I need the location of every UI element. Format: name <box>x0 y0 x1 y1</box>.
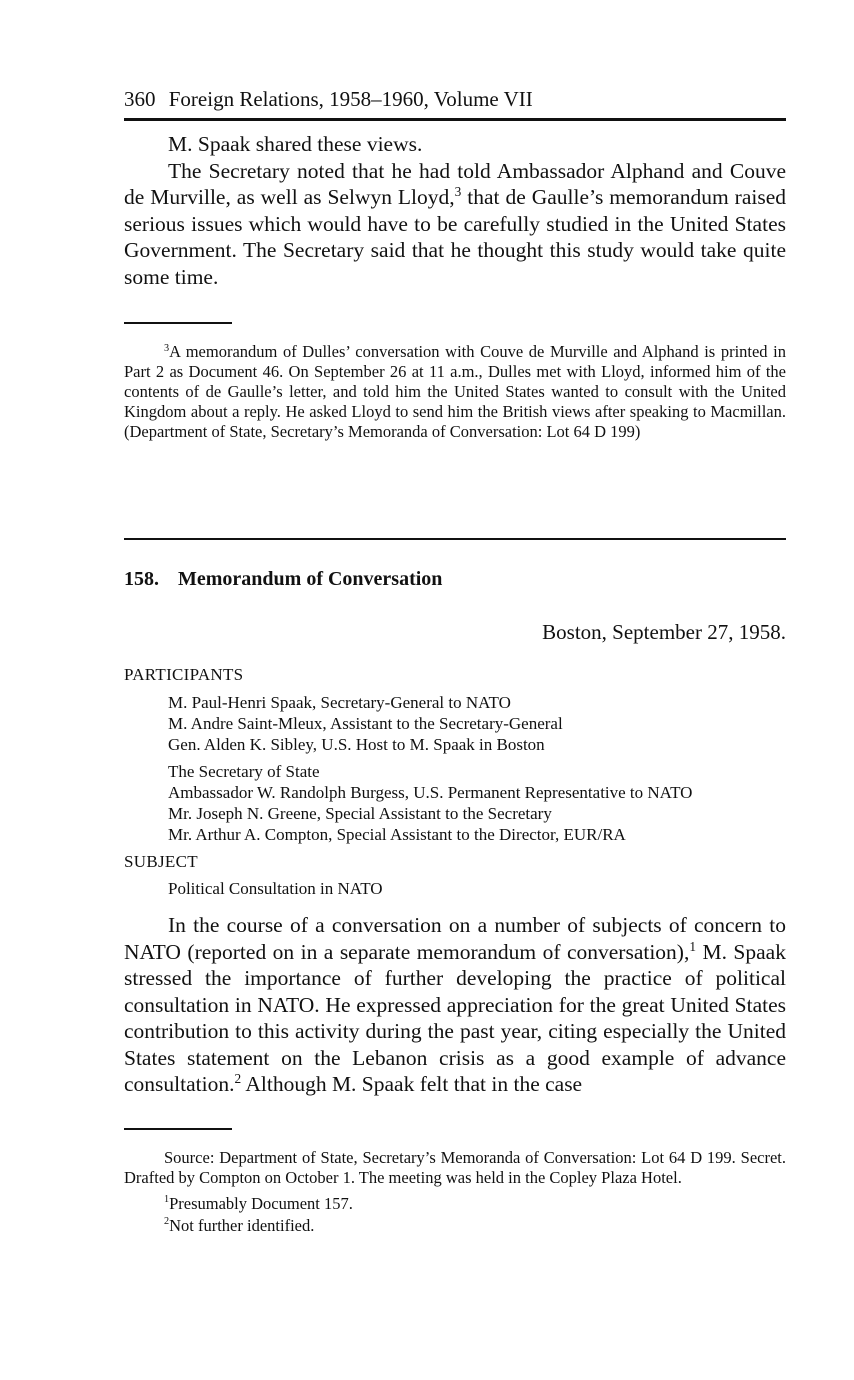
paragraph-text: that de Gaulle’s memorandum raised serious issues which would have to be carefully studied in the United States Government. The Secretary said that he thought this study would take quite some time. <box>124 185 786 289</box>
participant: Mr. Joseph N. Greene, Special Assistant to the Secretary <box>168 804 552 823</box>
footnote-separator <box>124 322 232 324</box>
continuation-paragraph-1: M. Spaak shared these views. <box>168 132 423 156</box>
participant: The Secretary of State <box>168 762 320 781</box>
footnote-3 <box>124 342 786 442</box>
participants-list-us <box>168 761 786 845</box>
memorandum-body-paragraph <box>124 912 786 1098</box>
footnote-separator <box>124 1128 232 1130</box>
participant: Mr. Arthur A. Compton, Special Assistant to the Director, EUR/RA <box>168 825 626 844</box>
participants-list-nato <box>168 692 786 755</box>
subject-text: Political Consultation in NATO <box>168 879 383 898</box>
participant: M. Andre Saint-Mleux, Assistant to the Secretary-General <box>168 714 563 733</box>
footnote-marker: 1 <box>164 1194 170 1206</box>
footnote-reference[interactable]: 1 <box>689 938 697 954</box>
paragraph-text: In the course of a conversation on a number of subjects of concern to NATO (reported on in a separate memorandum of conversation), <box>124 913 786 964</box>
participant: M. Paul-Henri Spaak, Secretary-General to NATO <box>168 693 511 712</box>
footnote-1 <box>124 1194 786 1214</box>
running-title: Foreign Relations, 1958–1960, Volume VII <box>168 87 533 111</box>
footnote-marker: 2 <box>164 1216 170 1228</box>
document-page <box>124 84 786 1236</box>
footnote-marker: 3 <box>164 342 170 354</box>
document-heading <box>124 566 786 592</box>
participant: Gen. Alden K. Sibley, U.S. Host to M. Spaak in Boston <box>168 735 545 754</box>
section-divider <box>124 538 786 540</box>
participant: Ambassador W. Randolph Burgess, U.S. Permanent Representative to NATO <box>168 783 693 802</box>
paragraph-text: Although M. Spaak felt that in the case <box>241 1072 583 1096</box>
document-number: 158. <box>124 568 159 590</box>
source-note: Source: Department of State, Secretary’s Memoranda of Conversation: Lot 64 D 199. Secret. Drafted by Compton on October 1. The meeting was held in the Copley Plaza Hotel. <box>124 1147 786 1187</box>
running-head <box>124 84 786 121</box>
footnote-2 <box>124 1216 786 1236</box>
paragraph-text: M. Spaak stressed the importance of further developing the practice of political consultation in NATO. He expressed appreciation for the great United States contribution to this activity during the past year, citing especially the United States statement on the Lebanon crisis as a good example of advance consultation. <box>124 939 786 1096</box>
footnote-text: Not further identified. <box>169 1215 315 1235</box>
footnote-text: A memorandum of Dulles’ conversation with Couve de Murville and Alphand is printed in Part 2 as Document 46. On September 26 at 11 a.m., Dulles met with Lloyd, informed him of the contents of de Gaulle’s letter, and told him the United States wanted to consult with the United Kingdom about a reply. He asked Lloyd to send him the British views after speaking to Macmillan. (Department of State, Secretary’s Memoranda of Conversation: Lot 64 D 199) <box>124 342 786 441</box>
continuation-paragraph-2 <box>124 158 786 291</box>
document-title: Memorandum of Conversation <box>178 568 443 590</box>
footnote-reference[interactable]: 2 <box>234 1071 242 1087</box>
footnote-reference[interactable]: 3 <box>454 184 462 200</box>
dateline: Boston, September 27, 1958. <box>542 620 786 644</box>
page-number: 360 <box>124 87 156 111</box>
footnote-text: Presumably Document 157. <box>169 1193 353 1213</box>
participants-label: PARTICIPANTS <box>124 665 244 684</box>
paragraph-text: The Secretary noted that he had told Ambassador Alphand and Couve de Murville, as well as Selwyn Lloyd, <box>124 158 786 209</box>
subject-label: SUBJECT <box>124 852 198 871</box>
